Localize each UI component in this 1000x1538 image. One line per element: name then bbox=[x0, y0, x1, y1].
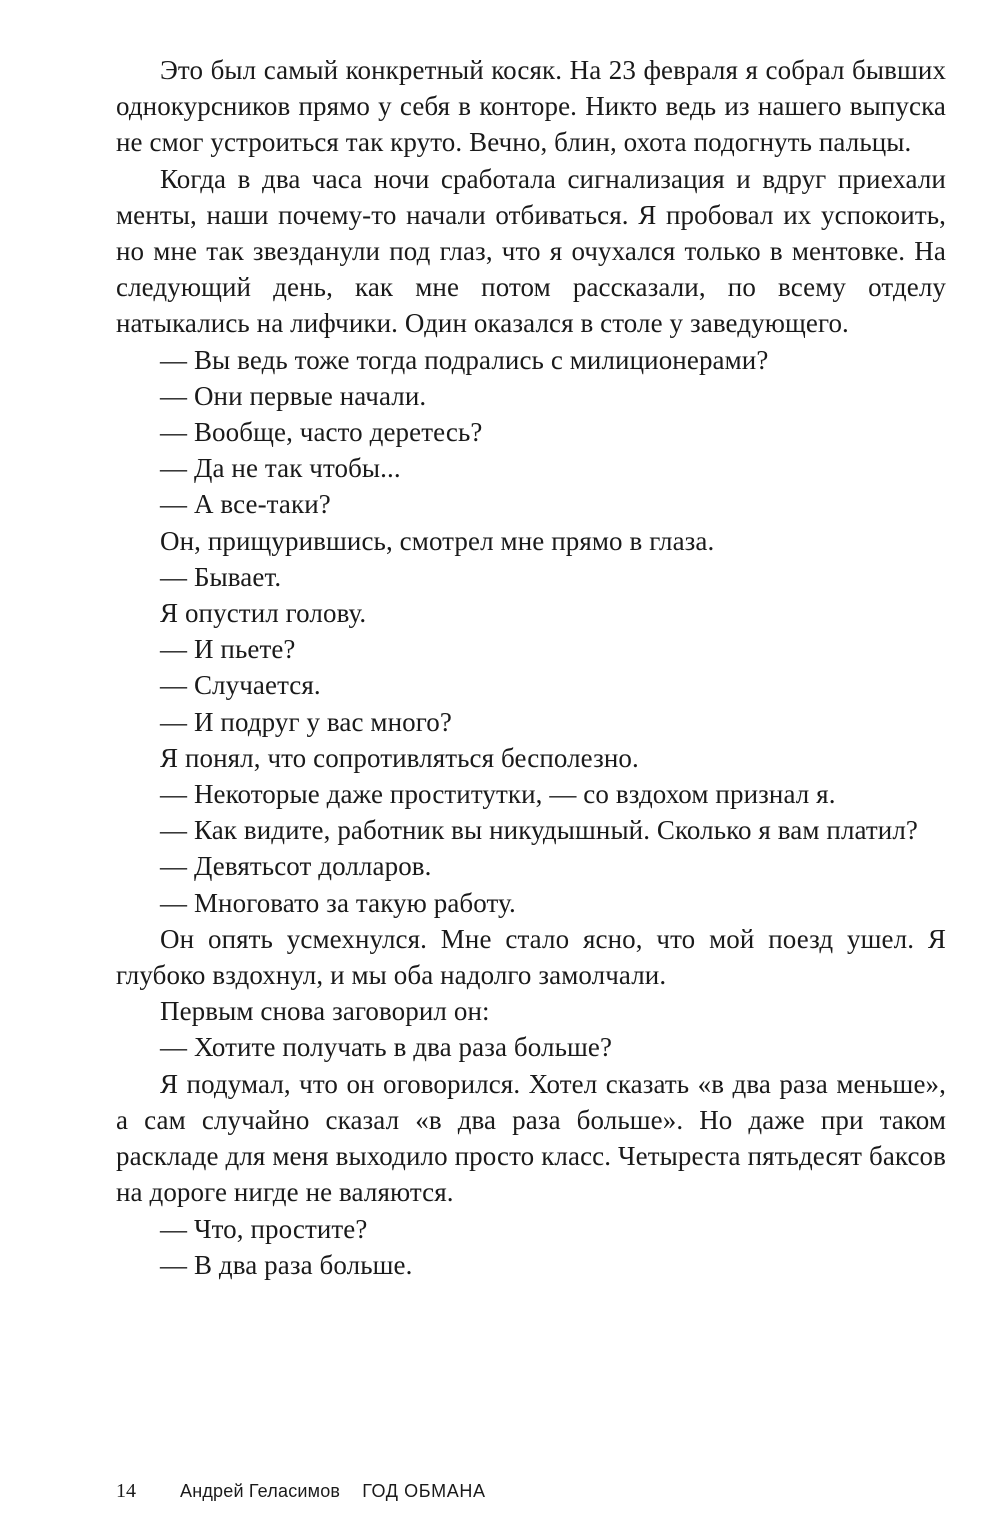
paragraph: Я подумал, что он оговорился. Хотел сказать «в два раза меньше», а сам случайно сказал «в два раза больше». Но даже при таком раскладе для меня выходило просто класс. Четыреста пятьдесят баксов на дороге нигде не валяются. bbox=[116, 1068, 946, 1208]
paragraph: Это был самый конкретный косяк. На 23 февраля я собрал бывших однокурсников прямо у себя в конторе. Никто ведь из нашего выпуска не смог устроиться так круто. Вечно, блин, охота подогнуть пальцы. bbox=[116, 55, 946, 158]
dialogue-line: — Да не так чтобы... bbox=[160, 453, 401, 484]
book-title: ГОД ОБМАНА bbox=[362, 1481, 486, 1501]
paragraph: Он, прищурившись, смотрел мне прямо в глаза. bbox=[160, 525, 715, 556]
paragraph: Я понял, что сопротивляться бесполезно. bbox=[160, 742, 639, 773]
dialogue-line: — Случается. bbox=[160, 670, 321, 701]
paragraph: Я опустил голову. bbox=[160, 598, 367, 629]
dialogue-line: — Некоторые даже проститутки, — со вздохом признал я. bbox=[160, 779, 836, 810]
dialogue-line: — Как видите, работник вы никудышный. Сколько я вам платил? bbox=[160, 815, 919, 846]
dialogue-line: — Девятьсот долларов. bbox=[160, 851, 432, 882]
dialogue-line: — Что, простите? bbox=[160, 1213, 368, 1244]
page-footer bbox=[116, 1480, 946, 1503]
author-name: Андрей Геласимов bbox=[180, 1481, 341, 1501]
dialogue-line: — И подруг у вас много? bbox=[160, 706, 452, 737]
dialogue-line: — Вы ведь тоже тогда подрались с милиционерами? bbox=[160, 344, 769, 375]
dialogue-line: — Бывает. bbox=[160, 561, 282, 592]
dialogue-line: — И пьете? bbox=[160, 634, 296, 665]
book-page-body bbox=[116, 52, 946, 1283]
dialogue-line: — Многовато за такую работу. bbox=[160, 887, 516, 918]
dialogue-line: — Хотите получать в два раза больше? bbox=[160, 1032, 613, 1063]
dialogue-line: — Вообще, часто деретесь? bbox=[160, 417, 483, 448]
paragraph: Он опять усмехнулся. Мне стало ясно, что мой поезд ушел. Я глубоко вздохнул, и мы оба надолго замолчали. bbox=[116, 923, 946, 991]
paragraph: Когда в два часа ночи сработала сигнализация и вдруг приехали менты, наши почему-то начали отбиваться. Я пробовал их успокоить, но мне так звезданули под глаз, что я очухался только в ментовке. На следующий день, как мне потом рассказали, по всему отделу натыкались на лифчики. Один оказался в столе у заведующего. bbox=[116, 163, 946, 339]
dialogue-line: — А все-таки? bbox=[160, 489, 331, 520]
dialogue-line: — В два раза больше. bbox=[160, 1249, 413, 1280]
dialogue-line: — Они первые начали. bbox=[160, 380, 427, 411]
paragraph: Первым снова заговорил он: bbox=[160, 996, 490, 1027]
page-number: 14 bbox=[116, 1480, 136, 1502]
